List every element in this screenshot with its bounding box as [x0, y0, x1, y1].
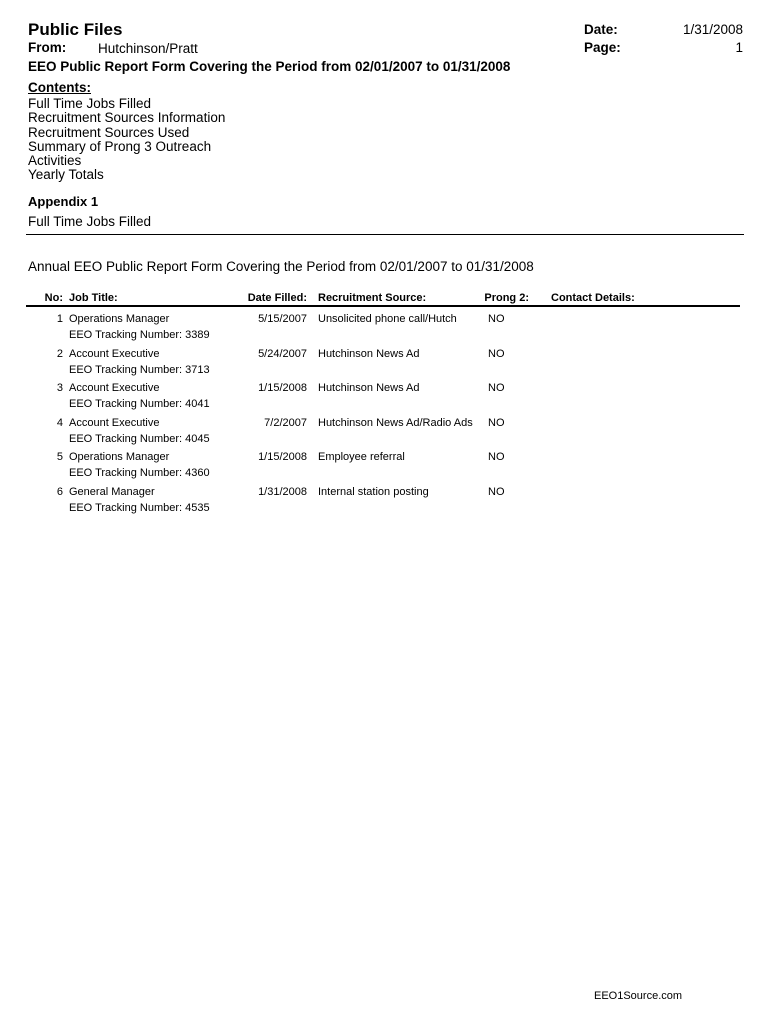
footer-source: EEO1Source.com	[594, 990, 683, 1002]
appendix-heading: Appendix 1	[28, 194, 99, 209]
from-label: From:	[28, 40, 67, 55]
row-eeo-tracking: EEO Tracking Number: 4045	[69, 432, 210, 445]
row-date-filled: 5/24/2007	[258, 347, 307, 360]
row-date-filled: 1/15/2008	[258, 382, 307, 394]
row-prong2: NO	[488, 451, 505, 463]
report-subtitle: EEO Public Report Form Covering the Period from 02/01/2007 to 01/31/2008	[28, 59, 511, 74]
row-job-title: Account Executive	[69, 347, 160, 360]
row-job-title: Operations Manager	[69, 313, 170, 325]
row-eeo-tracking: EEO Tracking Number: 4535	[69, 501, 210, 514]
contents-heading: Contents:	[28, 80, 91, 95]
row-recruitment-source: Hutchinson News Ad/Radio Ads	[318, 416, 473, 429]
row-recruitment-source: Hutchinson News Ad	[318, 347, 420, 360]
row-prong2: NO	[488, 313, 505, 325]
page-title: Public Files	[28, 20, 123, 39]
row-job-title: Account Executive	[69, 416, 160, 429]
column-header-recruitment-source: Recruitment Source:	[318, 292, 427, 304]
row-number: 3	[56, 382, 63, 394]
from-value: Hutchinson/Pratt	[98, 41, 198, 56]
date-label: Date:	[584, 22, 618, 37]
row-date-filled: 5/15/2007	[258, 313, 307, 325]
row-number: 5	[56, 451, 63, 463]
row-job-title: General Manager	[69, 485, 155, 498]
row-prong2: NO	[488, 382, 505, 394]
column-header-no: No:	[44, 292, 63, 304]
appendix-subtitle: Full Time Jobs Filled	[28, 214, 152, 229]
contents-item: Recruitment Sources Used	[28, 124, 190, 140]
row-number: 6	[56, 485, 63, 498]
row-date-filled: 1/15/2008	[258, 451, 307, 463]
row-eeo-tracking: EEO Tracking Number: 3713	[69, 363, 210, 376]
page-value: 1	[735, 40, 743, 55]
row-job-title: Operations Manager	[69, 451, 170, 463]
table-header-rule	[26, 305, 740, 307]
column-header-prong2: Prong 2:	[484, 292, 529, 304]
column-header-date-filled: Date Filled:	[247, 292, 307, 304]
column-header-job-title: Job Title:	[69, 292, 118, 304]
contents-list	[28, 97, 225, 183]
section-divider	[26, 234, 744, 235]
row-number: 2	[56, 347, 63, 360]
row-number: 4	[56, 416, 63, 429]
contents-item: Full Time Jobs Filled	[28, 96, 152, 111]
row-eeo-tracking: EEO Tracking Number: 4041	[69, 398, 210, 410]
row-recruitment-source: Employee referral	[318, 451, 405, 463]
contents-item: Yearly Totals	[28, 167, 104, 183]
date-value: 1/31/2008	[682, 22, 743, 37]
row-recruitment-source: Internal station posting	[318, 485, 429, 498]
contents-item: Activities	[28, 153, 82, 169]
row-date-filled: 1/31/2008	[258, 485, 307, 498]
column-header-contact-details: Contact Details:	[551, 292, 635, 304]
contents-item: Recruitment Sources Information	[28, 110, 226, 126]
row-eeo-tracking: EEO Tracking Number: 4360	[69, 467, 210, 479]
annual-report-title: Annual EEO Public Report Form Covering the Period from 02/01/2007 to 01/31/2008	[28, 259, 534, 274]
row-number: 1	[56, 313, 63, 325]
row-date-filled: 7/2/2007	[264, 416, 307, 429]
row-prong2: NO	[488, 347, 505, 360]
contents-item: Summary of Prong 3 Outreach	[28, 138, 212, 154]
row-recruitment-source: Hutchinson News Ad	[318, 382, 420, 394]
page-label: Page:	[584, 40, 621, 55]
row-prong2: NO	[488, 416, 505, 429]
row-job-title: Account Executive	[69, 382, 160, 394]
row-prong2: NO	[488, 485, 505, 498]
row-eeo-tracking: EEO Tracking Number: 3389	[69, 329, 210, 341]
row-recruitment-source: Unsolicited phone call/Hutch	[318, 313, 457, 325]
